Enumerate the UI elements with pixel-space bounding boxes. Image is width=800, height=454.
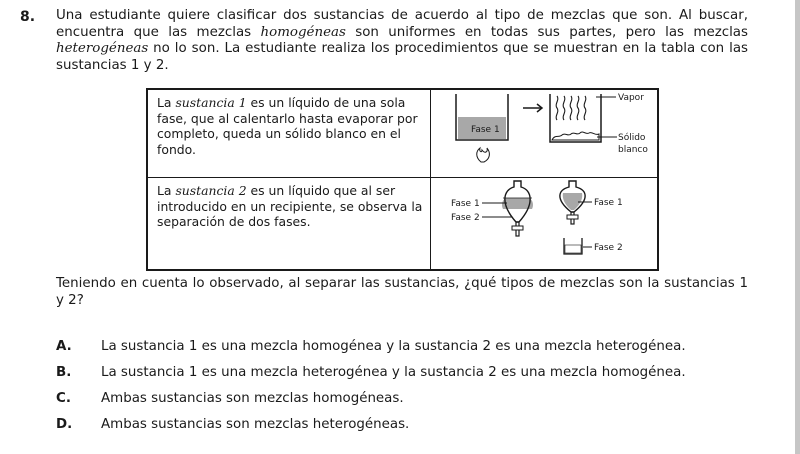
row2-text-a: La [157,183,176,198]
option-text: La sustancia 1 es una mezcla homogénea y la sustancia 2 es una mezcla heterogénea. [101,339,686,354]
option-letter: B. [56,365,72,380]
collected-phase-2 [565,245,581,253]
option-letter: D. [56,417,73,432]
table-row [147,178,658,271]
question-stem [56,8,748,74]
stem-text-3: no lo son. La estudiante realiza los procedimientos que se muestran en la tabla con las sustancias 1 y 2. [56,41,748,73]
separatory-funnel-diagram [431,178,666,264]
vapor-waves-icon [556,96,586,120]
evaporation-figure [431,89,658,178]
row1-term: sustancia 1 [175,95,247,110]
right-phase-1-label: Fase 1 [594,198,623,208]
option-letter: C. [56,391,71,406]
left-phase-1-label: Fase 1 [451,199,480,209]
option-text: Ambas sustancias son mezclas homogéneas. [101,391,404,406]
separation-figure [431,178,658,271]
page-right-border [795,0,800,454]
procedures-table [146,88,659,271]
stem-term-heterogeneas: heterogéneas [56,41,149,57]
stem-text-1: Una estudiante quiere clasificar dos sustancias de acuerdo al tipo de mezclas que son. Al buscar, encuentra que las mezclas [56,8,748,40]
row2-term: sustancia 2 [175,183,247,198]
row1-text-b: es un líquido de una sola fase, que al calentarlo hasta evaporar por completo, queda un sólido blanco en el fondo. [157,95,418,157]
evaporation-diagram [431,90,666,172]
stem-term-homogeneas: homogéneas [260,24,346,40]
option-letter: A. [56,339,72,354]
option-text: Ambas sustancias son mezclas heterogéneas. [101,417,410,432]
question-prompt: Teniendo en cuenta lo observado, al separar las sustancias, ¿qué tipos de mezclas son la sustancias 1 y 2? [56,276,748,308]
left-phase-2-label: Fase 2 [451,213,480,223]
white-solid-deposit [552,132,599,140]
table-row [147,89,658,178]
row1-text-a: La [157,95,176,110]
stopcock-left-icon [512,226,523,230]
solid-label-1: Sólido [618,133,646,143]
option-text: La sustancia 1 es una mezcla heterogénea y la sustancia 2 es una mezcla homogénea. [101,365,686,380]
vapor-label: Vapor [618,93,644,103]
question-number: 8. [20,9,36,25]
fig1-phase-label: Fase 1 [471,125,500,135]
substance-2-description [147,178,431,271]
row2-text-b: es un líquido que al ser introducido en un recipiente, se observa la separación de dos fases. [157,183,423,230]
right-phase-2-label: Fase 2 [594,243,623,253]
stem-text-2: son uniformes en todas sus partes, pero las mezclas [345,24,748,40]
substance-1-description [147,89,431,178]
stopcock-right-icon [567,215,578,219]
flame-icon [477,148,490,162]
solid-label-2: blanco [618,145,648,155]
